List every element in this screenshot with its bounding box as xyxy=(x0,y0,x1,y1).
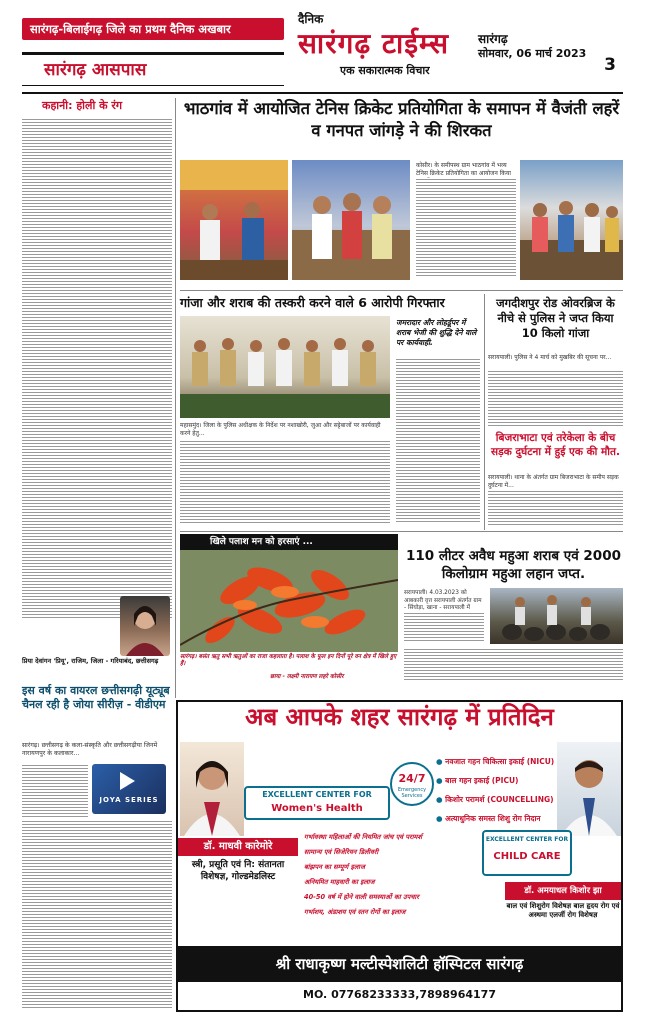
lead-photo-right xyxy=(520,160,623,280)
doctor-left-photo xyxy=(180,742,244,836)
lead-photo-left xyxy=(180,160,288,280)
emergency-badge xyxy=(390,762,434,806)
video-story xyxy=(22,684,172,1014)
mahua-lead: सरायपाली। 4.03.2023 को आबकारी वृत्त सरायपाली अंतर्गत ग्राम - सिंघोड़ा, खाना - सरायपाली में xyxy=(404,590,482,612)
author-caption: प्रिया देवांगन 'प्रियू', राजिम, जिला - गरियाबंद, छत्तीसगढ़ xyxy=(22,657,159,665)
doctor-right-name-bar xyxy=(505,882,621,900)
child-center-sub: CHILD CARE xyxy=(493,851,561,862)
left-column-divider xyxy=(175,98,176,698)
mahua-story xyxy=(404,548,623,682)
play-icon xyxy=(120,772,135,790)
masthead xyxy=(0,0,645,95)
service-item xyxy=(436,752,556,771)
bullet-icon: ● xyxy=(436,776,446,785)
accident-lead: सरायपाली। थाना के अंतर्गत ग्राम बिजराभाटा के समीप सड़क दुर्घटना में... xyxy=(488,474,619,489)
lead-photo-center xyxy=(292,160,410,280)
center-point: बांझपन का सम्पूर्ण इलाज xyxy=(304,863,365,871)
women-center-banner xyxy=(244,786,390,820)
center-point: सामान्य एवं सिजेरियन डिलीवरी xyxy=(304,848,379,856)
emergency-badge-label: Emergency Services xyxy=(397,787,427,799)
doctor-left-name-bar xyxy=(178,838,298,856)
doctor-right-role: बाल एवं शिशुरोग विशेषज्ञ बाल हृदय रोग एवं अस्थमा एलर्जी रोग विशेषज्ञ xyxy=(506,902,620,920)
ganja-lead: महासमुंद। जिला के पुलिस अधीक्षक के निर्देश पर नशाखोरी, जुआ और सट्टेबाजों पर कार्यवाही करने हेतु... xyxy=(180,422,381,437)
joya-series-logo xyxy=(92,764,166,814)
story-body-text xyxy=(22,118,172,620)
service-label: नवजात गहन चिकित्सा इकाई (NICU) xyxy=(445,757,555,766)
ad-headline: अब आपके शहर सारंगढ़ में प्रतिदिन xyxy=(245,703,554,731)
mahua-side-text xyxy=(404,612,484,642)
video-body-text-2 xyxy=(22,820,172,1010)
child-center-banner xyxy=(482,830,572,876)
logo-text: JOYA SERIES xyxy=(99,796,159,804)
bridge-story xyxy=(488,294,623,529)
video-lead: सारंगढ़। छत्तीसगढ़ के कला-संस्कृति और छत्तीसगढ़ीया जिनमें नारायणपुर के कलाकार... xyxy=(22,742,158,758)
women-center-sub: Women's Health xyxy=(271,803,363,814)
mahua-headline: 110 लीटर अवैध महुआ शराब एवं 2000 किलोग्राम महुआ लहान जप्त. xyxy=(406,548,621,582)
page-number: 3 xyxy=(604,55,616,75)
center-point: गर्भावस्था महिलाओं की नियमित जांच एवं परामर्श xyxy=(304,833,422,841)
lead-divider xyxy=(180,290,623,291)
tagline: सारंगढ़-बिलाईगढ़ जिले का प्रथम दैनिक अखबार xyxy=(30,22,231,36)
ganja-body-text xyxy=(180,440,390,524)
paper-prefix: दैनिक xyxy=(298,12,324,26)
left-column xyxy=(22,98,172,680)
doctor-right-photo xyxy=(557,742,621,836)
ganja-headline: गांजा और शराब की तस्करी करने वाले 6 आरोपी गिरफ्तार xyxy=(180,295,445,310)
accident-body-text xyxy=(488,490,623,526)
ganja-subhead: जमरादार और लोहर्डूपर में शराब भेजी की शुद्धि देने वाले पर कार्यवाही. xyxy=(396,318,477,347)
center-point: अनियमित माहवारी का इलाज xyxy=(304,878,375,886)
palash-photo xyxy=(180,550,398,652)
hospital-ad xyxy=(176,700,623,1012)
mahua-body-text xyxy=(404,648,623,682)
service-item xyxy=(436,771,556,790)
service-label: बाल गहन इकाई (PICU) xyxy=(445,776,519,785)
service-label: अत्याधुनिक समस्त शिशु रोग निदान xyxy=(445,814,541,823)
palash-label: खिले पलाश मन को हरसाएं ... xyxy=(210,537,313,547)
lead-headline: भाठगांव में आयोजित टेनिस क्रिकेट प्रतियोगिता के समापन में वैजंती लहरें व गनपत जांगड़े ने की शिरकत xyxy=(183,99,620,141)
story-title: कहानी: होली के रंग xyxy=(42,99,123,112)
ganja-story xyxy=(180,294,480,526)
bridge-headline: जगदीशपुर रोड ओवरब्रिज के नीचे से पुलिस ने जप्त किया 10 किलो गांजा xyxy=(496,296,615,340)
palash-caption: सारंगढ़। बसंत ऋतु सभी ऋतुओं का राजा कहलाता है। पलाश के फूल इन दिनों पूरे वन क्षेत्र में खिले हुए हैं। xyxy=(180,654,397,668)
bullet-icon: ● xyxy=(436,757,446,766)
lead-text: कोसीर। के समीपस्थ ग्राम भाठगांव में भव्य टेनिस क्रिकेट प्रतियोगिता का आयोजन किया xyxy=(416,162,511,177)
doctor-left-role: स्त्री, प्रसूति एवं नि: संतानता विशेषज्ञ, गोल्डमेडलिस्ट xyxy=(191,860,285,882)
edition-city: सारंगढ़ xyxy=(478,32,508,46)
bullet-icon: ● xyxy=(436,814,446,823)
hospital-phone: MO. 07768233333,7898964177 xyxy=(303,988,496,1001)
ganja-photo xyxy=(180,316,390,418)
bridge-lead: सरायपाली। पुलिस ने 4 मार्च को मुखबिर की सूचना पर... xyxy=(488,354,612,361)
paper-slogan: एक सकारात्मक विचार xyxy=(340,64,430,77)
lead-body-text xyxy=(416,178,516,278)
doctor-left-name: डॉ. माधवी कारेमोरे xyxy=(203,841,273,852)
lead-story xyxy=(180,98,623,288)
service-item xyxy=(436,790,556,809)
video-headline: इस वर्ष का वायरल छत्तीसगढ़ी यूट्यूब चैनल रही है जोया सीरीज़ - वीडीएम xyxy=(22,684,170,711)
doctor-right-name: डॉ. अमयाधल किशोर झा xyxy=(524,886,602,896)
women-center-title: EXCELLENT CENTER FOR xyxy=(262,790,372,799)
palash-label-bar xyxy=(180,534,398,550)
mahua-photo xyxy=(490,588,623,644)
tagline-bar xyxy=(22,18,284,40)
author-photo xyxy=(120,596,170,656)
child-center-title: EXCELLENT CENTER FOR xyxy=(485,836,569,843)
accident-headline: बिजराभाटा एवं तरेकेला के बीच सड़क दुर्घटना में हुई एक की मौत. xyxy=(491,432,620,458)
masthead-divider xyxy=(22,92,623,94)
bridge-body-text xyxy=(488,370,623,428)
section-title: सारंगढ़ आसपास xyxy=(44,60,147,80)
mid-divider xyxy=(180,531,623,532)
center-point: गर्भाशय, अंडाशय एवं स्तन रोगों का इलाज xyxy=(304,908,406,916)
ganja-side-text xyxy=(396,358,480,524)
center-point: 40-50 वर्ष में होने वाली समस्याओं का उपचार xyxy=(304,893,419,901)
paper-name: सारंगढ़ टाईम्स xyxy=(298,27,450,60)
hospital-name-bar xyxy=(178,946,621,982)
video-body-text xyxy=(22,764,88,818)
services-list xyxy=(436,752,556,828)
palash-credit: छाया - लक्ष्मी नारायण लहरे कोसीर xyxy=(270,674,344,680)
service-item xyxy=(436,809,556,828)
palash-feature xyxy=(180,534,398,680)
service-label: किशोर परामर्श (COUNCELLING) xyxy=(445,795,554,804)
emergency-badge-number: 24/7 xyxy=(398,772,426,785)
edition-date: सोमवार, 06 मार्च 2023 xyxy=(478,47,587,60)
hospital-name: श्री राधाकृष्ण मल्टीस्पेशलिटी हॉस्पिटल सारंगढ़ xyxy=(275,955,524,973)
center-points xyxy=(304,830,482,920)
ganja-divider-v xyxy=(484,294,485,530)
section-title-box xyxy=(22,52,284,86)
bullet-icon: ● xyxy=(436,795,446,804)
